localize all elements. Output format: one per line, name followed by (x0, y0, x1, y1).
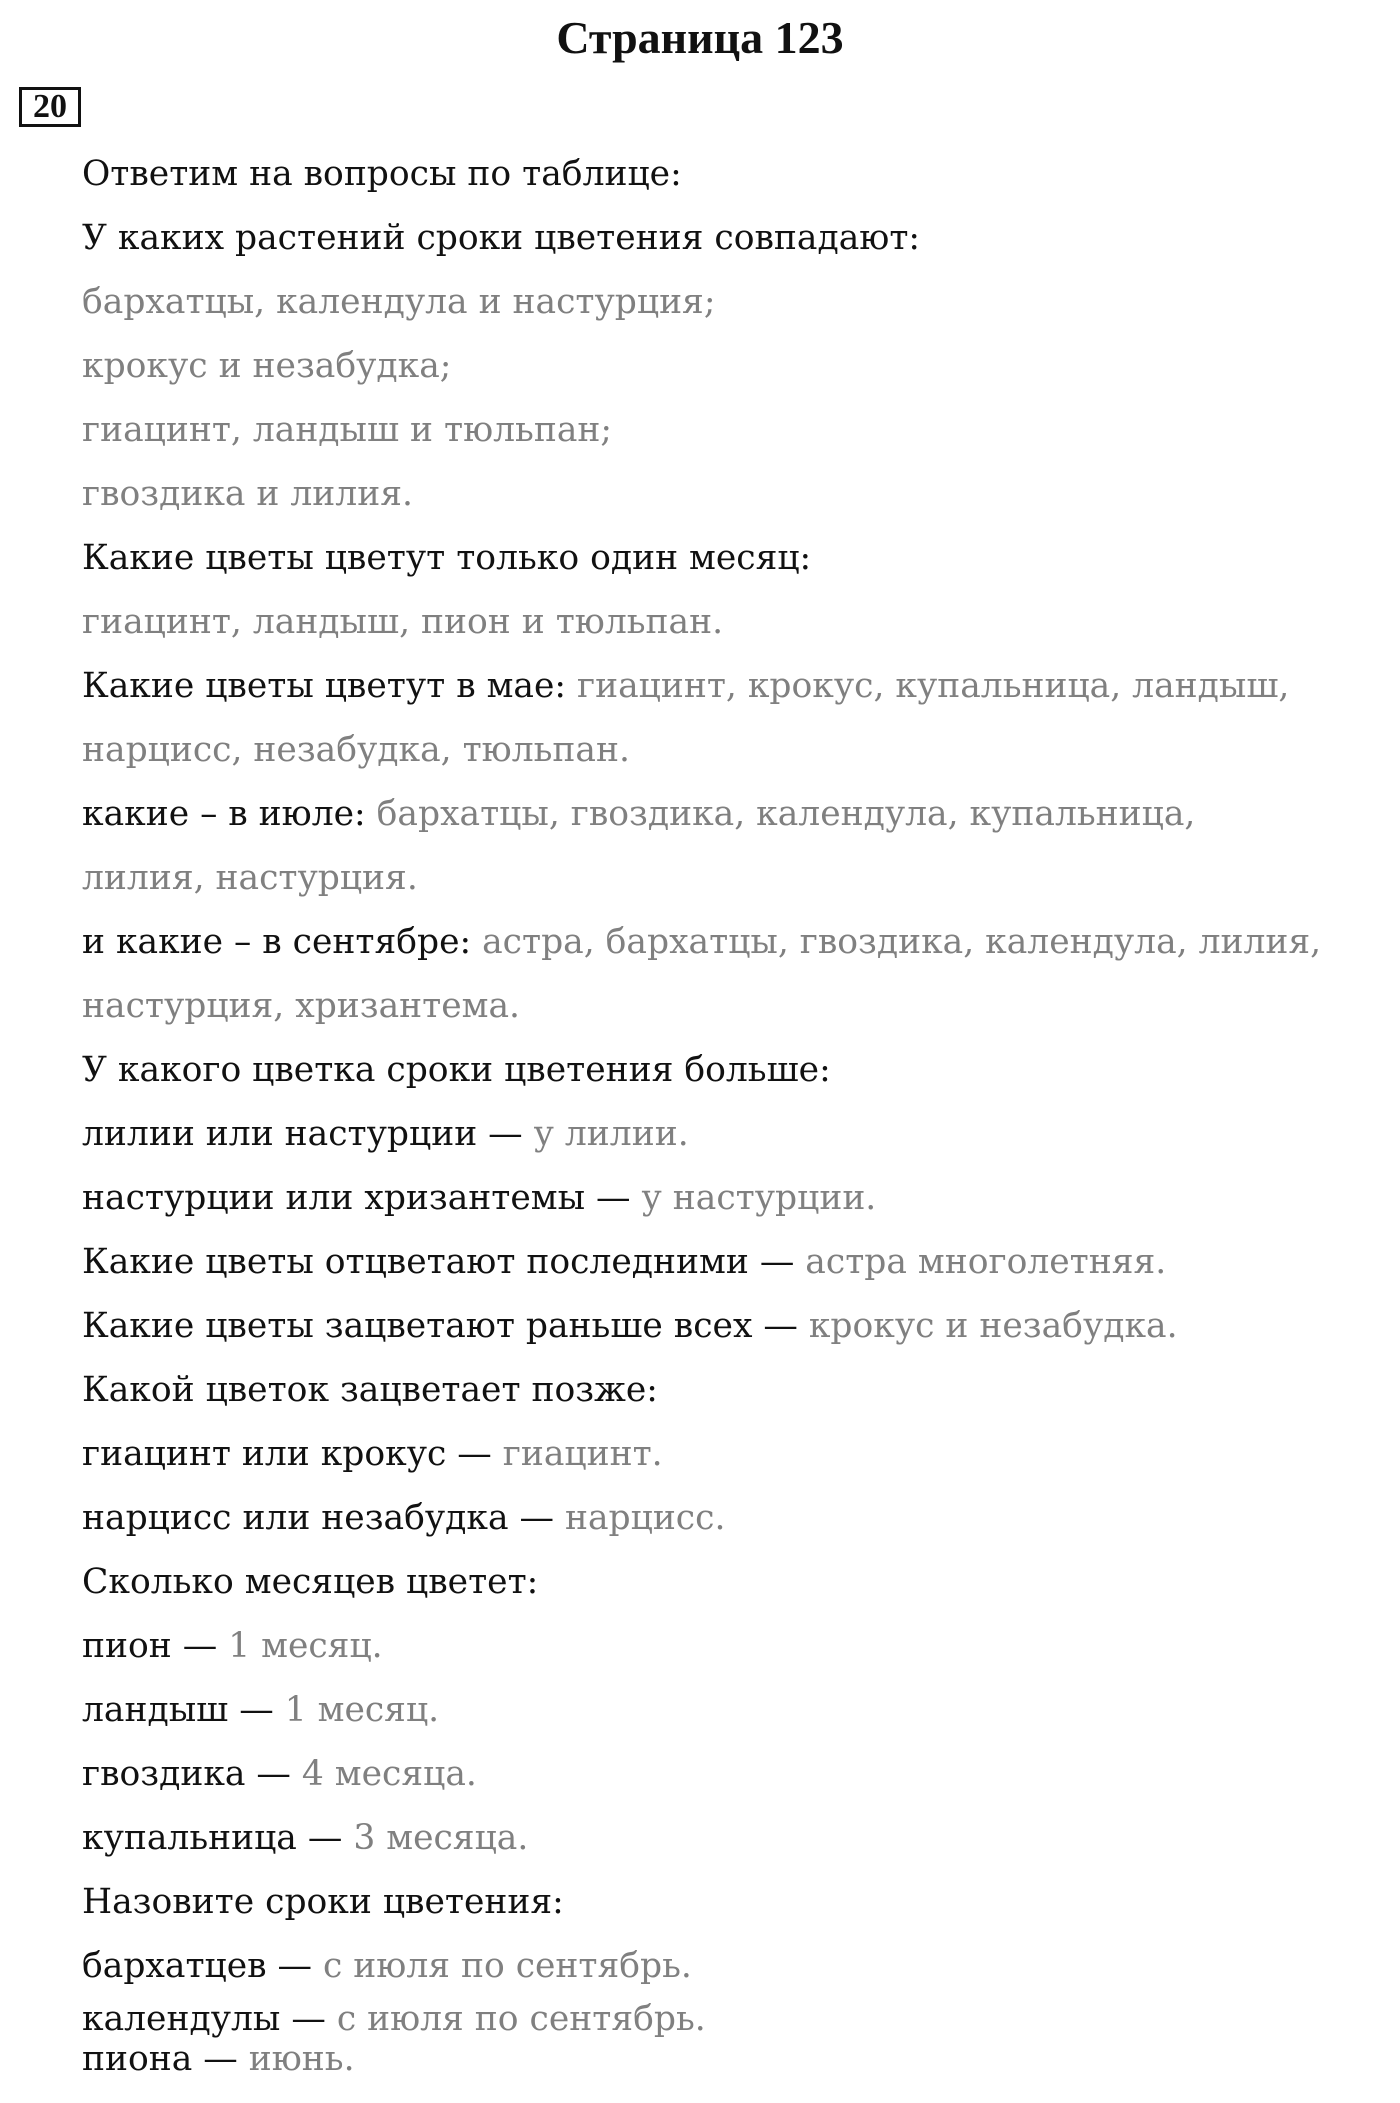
answer-text: крокус и незабудка. (808, 1306, 1178, 1346)
answer-text: настурция, хризантема. (82, 986, 521, 1026)
answer-text: с июля по сентябрь. (323, 1946, 692, 1986)
answer-text: гиацинт, ландыш, пион и тюльпан. (82, 602, 724, 642)
text-line (82, 2039, 1382, 2082)
answer-text: 1 месяц. (228, 1626, 383, 1666)
text-line (82, 530, 1382, 594)
answer-text: с июля по сентябрь. (336, 1999, 706, 2039)
question-text: Какие цветы цветут только один месяц: (82, 538, 812, 578)
question-text: бархатцев — (82, 1946, 323, 1986)
answer-text: 1 месяц. (284, 1690, 440, 1730)
text-line (82, 1874, 1382, 1938)
text-line (82, 1682, 1382, 1746)
answer-text: 4 месяца. (301, 1754, 477, 1794)
text-line (82, 1490, 1382, 1554)
question-text: лилии или настурции — (82, 1114, 534, 1154)
text-line (82, 786, 1382, 850)
text-line (82, 850, 1382, 914)
text-line (82, 1362, 1382, 1426)
question-text: Ответим на вопросы по таблице: (82, 154, 682, 194)
answer-text: астра, бархатцы, гвоздика, календула, лилия, (482, 922, 1322, 962)
answer-text: астра многолетняя. (805, 1242, 1167, 1282)
text-line (82, 1746, 1382, 1810)
text-line (82, 338, 1382, 402)
answer-text: нарцисс, незабудка, тюльпан. (82, 730, 630, 770)
question-text: календулы — (82, 1999, 337, 2039)
text-line (82, 1042, 1382, 1106)
text-line (82, 978, 1382, 1042)
question-text: какие – в июле: (82, 794, 377, 834)
answer-text: нарцисс. (564, 1498, 726, 1538)
question-text: купальница — (82, 1818, 354, 1858)
answer-text: крокус и незабудка; (82, 346, 452, 386)
question-text: пиона — (82, 2039, 249, 2079)
question-text: У какого цветка сроки цветения больше: (82, 1050, 831, 1090)
answer-text: гиацинт. (502, 1434, 663, 1474)
question-text: Какие цветы отцветают последними — (82, 1242, 806, 1282)
text-line (82, 210, 1382, 274)
question-text: гвоздика — (82, 1754, 302, 1794)
question-text: нарцисс или незабудка — (82, 1498, 565, 1538)
task-number-box: 20 (19, 87, 81, 127)
answer-text: июнь. (248, 2039, 355, 2079)
text-line (82, 1554, 1382, 1618)
question-text: Сколько месяцев цветет: (82, 1562, 539, 1602)
answer-text: бархатцы, календула и настурция; (82, 282, 716, 322)
question-text: ландыш — (82, 1690, 285, 1730)
answer-text: у лилии. (533, 1114, 689, 1154)
text-line (82, 594, 1382, 658)
answer-text: 3 месяца. (353, 1818, 529, 1858)
text-line (82, 466, 1382, 530)
question-text: Назовите сроки цветения: (82, 1882, 564, 1922)
answer-text: гвоздика и лилия. (82, 474, 413, 514)
text-line (82, 1618, 1382, 1682)
question-text: У каких растений сроки цветения совпадают: (82, 218, 921, 258)
question-text: Какие цветы зацветают раньше всех — (82, 1306, 809, 1346)
text-line (82, 1938, 1382, 2002)
question-text: Какой цветок зацветает позже: (82, 1370, 658, 1410)
answer-text: гиацинт, крокус, купальница, ландыш, (577, 666, 1290, 706)
question-text: гиацинт или крокус — (82, 1434, 503, 1474)
text-line (82, 1170, 1382, 1234)
text-line (82, 658, 1382, 722)
answer-text: бархатцы, гвоздика, календула, купальница, (376, 794, 1196, 834)
page-title: Страница 123 (556, 12, 844, 63)
answer-text: у настурции. (641, 1178, 877, 1218)
answer-text-block (82, 146, 1382, 2082)
question-text: пион — (82, 1626, 229, 1666)
text-line (82, 722, 1382, 786)
question-text: Какие цветы цветут в мае: (82, 666, 578, 706)
text-line (82, 274, 1382, 338)
text-line (82, 1234, 1382, 1298)
text-line (82, 1298, 1382, 1362)
text-line (82, 1106, 1382, 1170)
question-text: настурции или хризантемы — (82, 1178, 642, 1218)
text-line (82, 402, 1382, 466)
text-line (82, 1426, 1382, 1490)
text-line (82, 1810, 1382, 1874)
question-text: и какие – в сентябре: (82, 922, 483, 962)
answer-text: гиацинт, ландыш и тюльпан; (82, 410, 613, 450)
text-line (82, 146, 1382, 210)
text-line (82, 914, 1382, 978)
text-line (82, 1999, 1382, 2042)
answer-text: лилия, настурция. (82, 858, 418, 898)
